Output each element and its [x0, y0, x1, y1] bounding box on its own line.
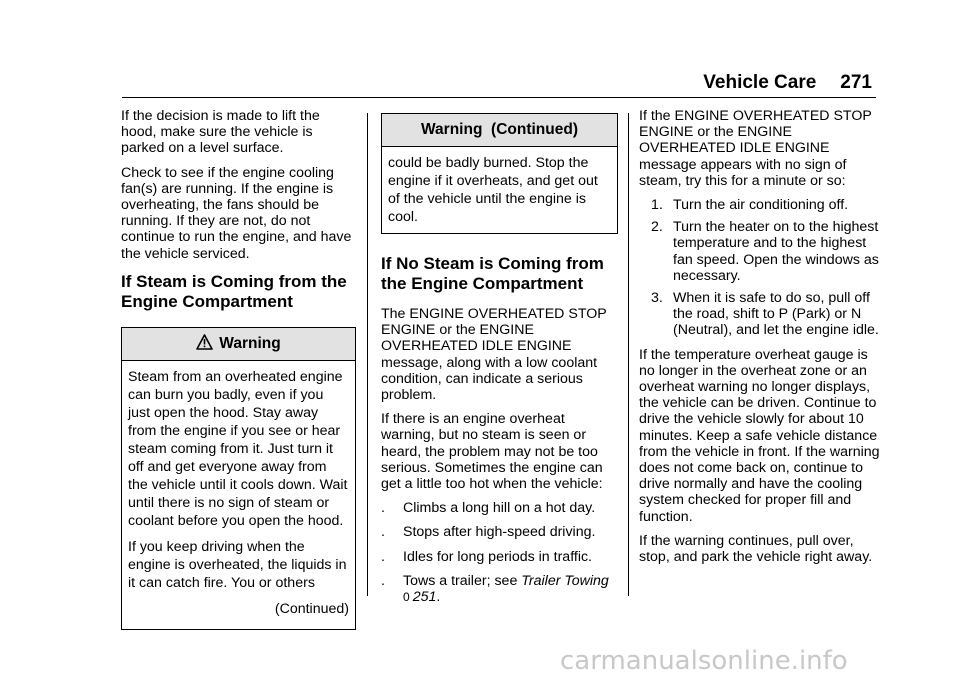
page-number: 271: [840, 72, 872, 93]
list-item: . Stops after high-speed driving.: [381, 524, 596, 541]
bullet-icon: .: [381, 500, 385, 517]
warning-triangle-icon: [196, 334, 213, 350]
paragraph: If the ENGINE OVERHEATED STOP ENGINE or the ENGINE OVERHEATED IDLE ENGINE message appears with no sign of steam, try this for a minute or so:: [639, 108, 872, 189]
column-1: [121, 108, 356, 630]
warning-header: [122, 328, 355, 361]
continued-label: (Continued): [274, 600, 349, 617]
paragraph: The ENGINE OVERHEATED STOP ENGINE or the ENGINE OVERHEATED IDLE ENGINE message, along with a low coolant condition, can indicate a serious problem.: [381, 306, 607, 404]
column-3: [639, 108, 884, 573]
page-reference[interactable]: 251: [412, 589, 437, 606]
list-item: . Climbs a long hill on a hot day.: [381, 500, 596, 517]
bullet-icon: .: [381, 524, 385, 541]
list-item: . Tows a trailer; see Trailer Towing 0 251.: [381, 572, 609, 606]
bullet-icon: .: [381, 548, 385, 565]
paragraph: If the decision is made to lift the hood, make sure the vehicle is parked on a level surface.: [121, 108, 320, 157]
section-heading-steam: If Steam is Coming from the Engine Compartment: [121, 271, 347, 311]
list-item: . Idles for long periods in traffic.: [381, 548, 593, 565]
watermark: carmanualsonline.info: [560, 646, 848, 676]
warning-text: could be badly burned. Stop the engine if it overheats, and get out of the vehicle until the engine is cool.: [388, 155, 598, 225]
trailer-towing-link[interactable]: Trailer Towing: [521, 572, 609, 589]
warning-box-continued: [381, 113, 618, 234]
column-divider: [367, 113, 368, 596]
paragraph: Check to see if the engine cooling fan(s) are running. If the engine is overheating, the fans should be running. If they are not, do not continue to run the engine, and have the vehicle serviced.: [121, 164, 352, 262]
list-item: 1. Turn the air conditioning off.: [651, 197, 849, 214]
warning-header: Warning (Continued): [382, 114, 617, 147]
page-header: [122, 72, 876, 98]
warning-box: [121, 327, 356, 630]
section-title: Vehicle Care: [703, 72, 817, 93]
page-ref-arrow-icon: 0: [403, 590, 410, 605]
list-item: 3. When it is safe to do so, pull off the road, shift to P (Park) or N (Neutral), and let the engine idle.: [651, 290, 879, 339]
list-item: 2. Turn the heater on to the highest temperature and to the highest fan speed. Open the windows as necessary.: [651, 219, 879, 284]
section-heading-no-steam: If No Steam is Coming from the Engine Compartment: [381, 254, 604, 293]
steps-list: [639, 197, 884, 339]
warning-title: Warning: [219, 334, 281, 352]
paragraph: If there is an engine overheat warning, but no steam is seen or heard, the problem may not be too serious. Sometimes the engine can get a little too hot when the vehicle:: [381, 411, 603, 493]
paragraph: If the temperature overheat gauge is no longer in the overheat zone or an overheat warning no longer displays, the vehicle can be driven. Continue to drive the vehicle slowly for about 10 minutes. Keep a safe vehicle distance from the vehicle in front. If the warning does not come back on, continue to drive normally and have the cooling system checked for proper fill and function.: [639, 346, 880, 525]
warning-text: If you keep driving when the engine is overheated, the liquids in it can catch fire. You or others: [128, 538, 347, 591]
bullet-icon: .: [381, 572, 385, 589]
condition-list: [381, 500, 618, 605]
paragraph: If the warning continues, pull over, stop, and park the vehicle right away.: [639, 532, 873, 566]
warning-text: Steam from an overheated engine can burn you badly, even if you just open the hood. Stay away from the engine if you see or hear steam coming from it. Just turn it off and get everyone away from the vehicle until it cools down. Wait until there is no sign of steam or coolant before you open the hood.: [128, 368, 348, 529]
column-divider: [628, 113, 629, 596]
column-2: [381, 113, 618, 613]
